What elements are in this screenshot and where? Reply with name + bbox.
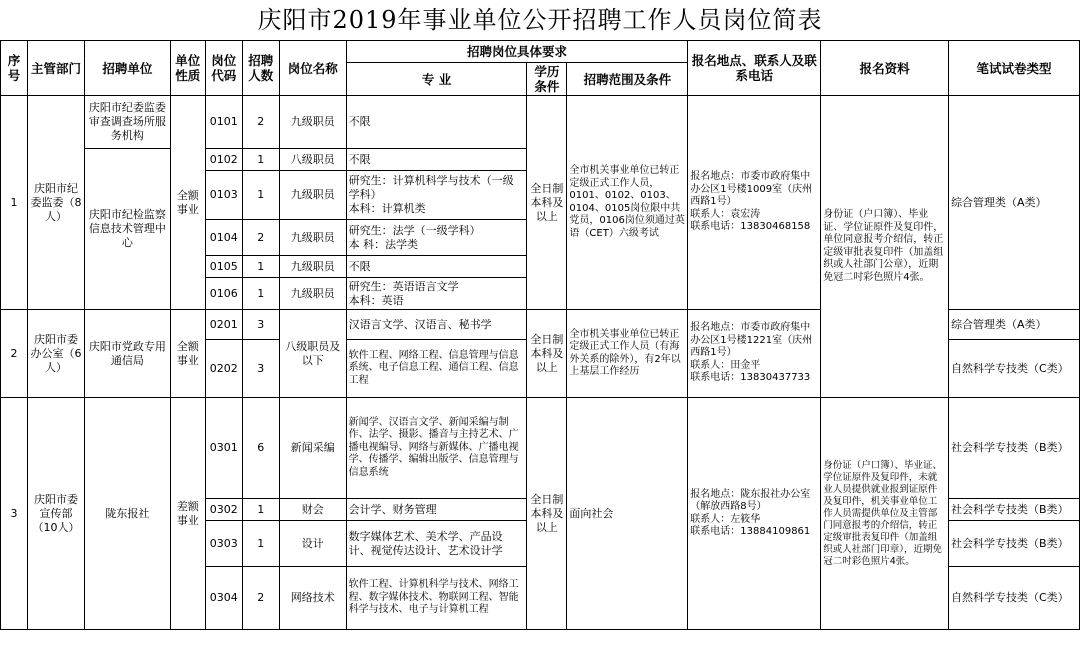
count-cell: 6 (242, 398, 279, 499)
count-cell: 2 (242, 220, 279, 256)
seq-cell: 3 (1, 398, 28, 630)
scope-cell: 全市机关事业单位已转正定级正式工作人员（有海外关系的除外），有2年以上基层工作经历 (567, 310, 688, 398)
count-cell: 3 (242, 340, 279, 398)
major-cell: 软件工程、网络工程、信息管理与信息系统、电子信息工程、通信工程、信息工程 (346, 340, 527, 398)
job-table (0, 40, 1080, 630)
header-post: 岗位名称 (279, 41, 346, 96)
major-cell: 不限 (346, 256, 527, 278)
header-docs: 报名资料 (821, 41, 949, 96)
post-cell: 网络技术 (279, 567, 346, 630)
post-cell: 九级职员 (279, 220, 346, 256)
count-cell: 1 (242, 171, 279, 220)
header-edu: 学历条件 (527, 63, 567, 96)
header-code: 岗位代码 (205, 41, 242, 96)
code-cell: 0105 (205, 256, 242, 278)
exam-cell: 自然科学专技类（C类） (949, 340, 1080, 398)
post-cell: 财会 (279, 499, 346, 521)
nature-cell: 差额事业 (170, 398, 205, 630)
exam-cell: 自然科学专技类（C类） (949, 567, 1080, 630)
count-cell: 1 (242, 149, 279, 171)
contact-cell: 报名地点：市委市政府集中办公区1号楼1221室（庆州西路1号） 联系人：田金平 联系电话：13830437733 (688, 310, 821, 398)
nature-cell: 全额事业 (170, 310, 205, 398)
exam-cell: 社会科学专技类（B类） (949, 398, 1080, 499)
count-cell: 2 (242, 567, 279, 630)
contact-cell: 报名地点：市委市政府集中办公区1号楼1009室（庆州西路1号） 联系人：袁宏涛 联系电话：13830468158 (688, 96, 821, 310)
unit-cell: 陇东报社 (84, 398, 170, 630)
code-cell: 0101 (205, 96, 242, 149)
count-cell: 1 (242, 499, 279, 521)
code-cell: 0303 (205, 521, 242, 567)
table-row (1, 398, 1080, 499)
code-cell: 0202 (205, 340, 242, 398)
header-count: 招聘人数 (242, 41, 279, 96)
major-cell: 研究生：英语语言文学 本科：英语 (346, 278, 527, 310)
table-row (1, 96, 1080, 149)
edu-cell: 全日制本科及以上 (527, 398, 567, 630)
edu-cell: 全日制本科及以上 (527, 96, 567, 310)
edu-cell: 全日制本科及以上 (527, 310, 567, 398)
scope-cell: 全市机关事业单位已转正定级正式工作人员，0101、0102、0103、0104、0105岗位限中共党员，0106岗位须通过英语（CET）六级考试 (567, 96, 688, 310)
major-cell: 不限 (346, 96, 527, 149)
count-cell: 3 (242, 310, 279, 340)
unit-cell: 庆阳市纪委监委审查调查场所服务机构 (84, 96, 170, 149)
code-cell: 0104 (205, 220, 242, 256)
post-cell: 新闻采编 (279, 398, 346, 499)
count-cell: 2 (242, 96, 279, 149)
major-cell: 软件工程、计算机科学与技术、网络工程、数字媒体技术、物联网工程、智能科学与技术、电子与计算机工程 (346, 567, 527, 630)
header-seq: 序号 (1, 41, 28, 96)
page-title: 庆阳市2019年事业单位公开招聘工作人员岗位简表 (257, 6, 823, 34)
post-cell: 九级职员 (279, 256, 346, 278)
header-scope: 招聘范围及条件 (567, 63, 688, 96)
post-cell: 九级职员 (279, 278, 346, 310)
seq-cell: 1 (1, 96, 28, 310)
unit-cell: 庆阳市纪检监察信息技术管理中心 (84, 149, 170, 310)
docs-cell: 身份证（户口簿）、毕业证、学位证原件及复印件，单位同意报考介绍信，转正定级审批表复印件（加盖组织或人社部门公章），近期免冠二吋彩色照片4张。 (821, 96, 949, 398)
post-cell: 八级职员及以下 (279, 310, 346, 398)
header-contact: 报名地点、联系人及联系电话 (688, 41, 821, 96)
exam-cell: 社会科学专技类（B类） (949, 521, 1080, 567)
post-cell: 九级职员 (279, 171, 346, 220)
major-cell: 研究生：法学（一级学科） 本 科：法学类 (346, 220, 527, 256)
header-nature: 单位性质 (170, 41, 205, 96)
dept-cell: 庆阳市委宣传部（10人） (27, 398, 84, 630)
major-cell: 不限 (346, 149, 527, 171)
post-cell: 八级职员 (279, 149, 346, 171)
code-cell: 0106 (205, 278, 242, 310)
major-cell: 研究生：计算机科学与技术（一级学科） 本科：计算机类 (346, 171, 527, 220)
scope-cell: 面向社会 (567, 398, 688, 630)
count-cell: 1 (242, 521, 279, 567)
header-row-1 (1, 41, 1080, 63)
major-cell: 会计学、财务管理 (346, 499, 527, 521)
unit-cell: 庆阳市党政专用通信局 (84, 310, 170, 398)
exam-cell: 综合管理类（A类） (949, 96, 1080, 310)
dept-cell: 庆阳市纪委监委（8人） (27, 96, 84, 310)
major-cell: 汉语言文学、汉语言、秘书学 (346, 310, 527, 340)
header-unit: 招聘单位 (84, 41, 170, 96)
count-cell: 1 (242, 256, 279, 278)
code-cell: 0301 (205, 398, 242, 499)
code-cell: 0201 (205, 310, 242, 340)
code-cell: 0304 (205, 567, 242, 630)
post-cell: 设计 (279, 521, 346, 567)
header-req-group: 招聘岗位具体要求 (346, 41, 688, 63)
dept-cell: 庆阳市委办公室（6人） (27, 310, 84, 398)
header-dept: 主管部门 (27, 41, 84, 96)
major-cell: 新闻学、汉语言文学、新闻采编与制作、法学、摄影、播音与主持艺术、广播电视编导、网络与新媒体、广播电视学、传播学、编辑出版学、信息管理与信息系统 (346, 398, 527, 499)
major-cell: 数字媒体艺术、美术学、产品设计、视觉传达设计、艺术设计学 (346, 521, 527, 567)
header-major: 专 业 (346, 63, 527, 96)
seq-cell: 2 (1, 310, 28, 398)
exam-cell: 综合管理类（A类） (949, 310, 1080, 340)
exam-cell: 社会科学专技类（B类） (949, 499, 1080, 521)
docs-cell: 身份证（户口簿）、毕业证、学位证原件及复印件，未就业人员提供就业报到证原件及复印件，机关事业单位工作人员需提供单位及主管部门同意报考的介绍信，转正定级审批表复印件（加盖组织或人社部门印章），近期免冠二吋彩色照片4张。 (821, 398, 949, 630)
post-cell: 九级职员 (279, 96, 346, 149)
count-cell: 1 (242, 278, 279, 310)
code-cell: 0302 (205, 499, 242, 521)
header-exam: 笔试试卷类型 (949, 41, 1080, 96)
contact-cell: 报名地点：陇东报社办公室（解放西路8号） 联系人：左筱华 联系电话：13884109861 (688, 398, 821, 630)
nature-cell: 全额事业 (170, 96, 205, 310)
code-cell: 0103 (205, 171, 242, 220)
code-cell: 0102 (205, 149, 242, 171)
